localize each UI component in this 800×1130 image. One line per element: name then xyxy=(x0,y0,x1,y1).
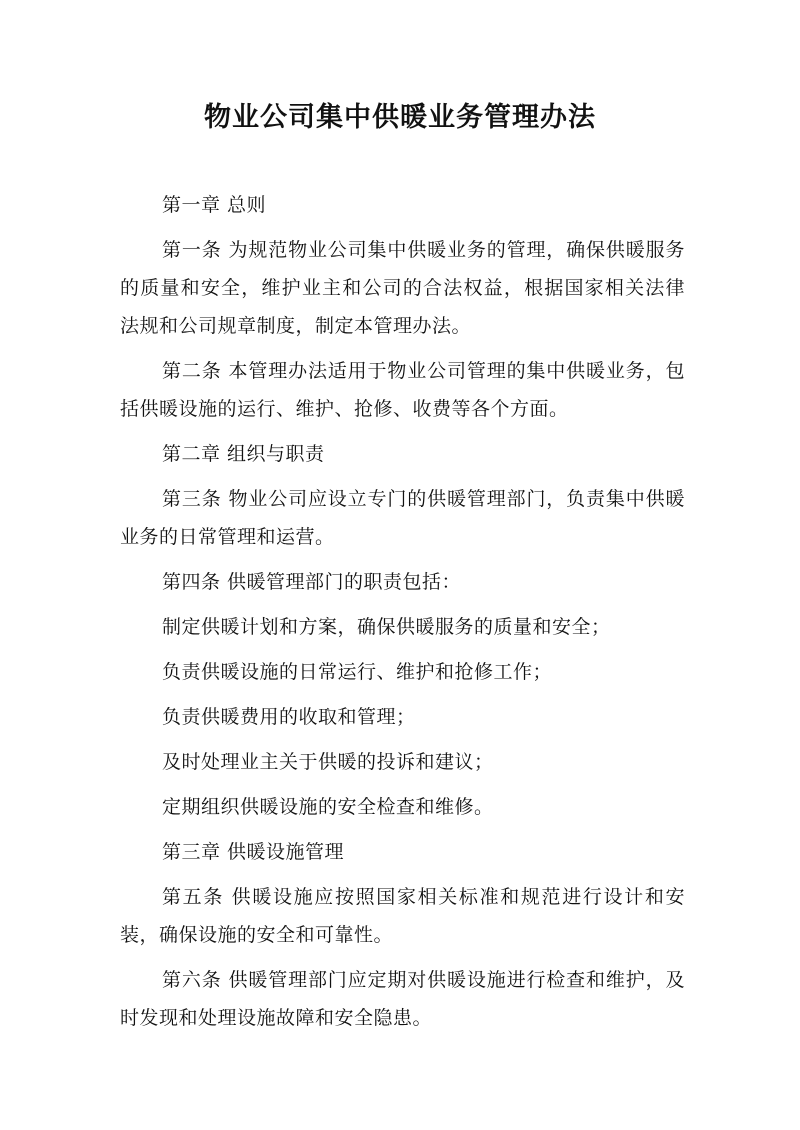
duty-list-item: 制定供暖计划和方案，确保供暖服务的质量和安全； xyxy=(162,616,611,638)
article-paragraph: 第二条 本管理办法适用于物业公司管理的集中供暖业务，包括供暖设施的运行、维护、抢修、收费等各个方面。 xyxy=(120,360,685,420)
chapter-heading: 第一章 总则 xyxy=(162,194,267,216)
duty-list-item: 负责供暖费用的收取和管理； xyxy=(162,706,416,728)
article-paragraph: 第六条 供暖管理部门应定期对供暖设施进行检查和维护，及时发现和处理设施故障和安全隐患。 xyxy=(120,969,685,1029)
chapter-heading: 第三章 供暖设施管理 xyxy=(162,841,345,863)
document-body xyxy=(120,186,685,1044)
duty-list-item: 及时处理业主关于供暖的投诉和建议； xyxy=(162,751,494,773)
article-paragraph: 第四条 供暖管理部门的职责包括： xyxy=(162,571,462,593)
article-paragraph: 第三条 物业公司应设立专门的供暖管理部门，负责集中供暖业务的日常管理和运营。 xyxy=(120,488,685,548)
document-title: 物业公司集中供暖业务管理办法 xyxy=(204,102,596,133)
duty-list-item: 定期组织供暖设施的安全检查和维修。 xyxy=(162,796,494,818)
chapter-heading: 第二章 组织与职责 xyxy=(162,443,325,465)
article-paragraph: 第一条 为规范物业公司集中供暖业务的管理，确保供暖服务的质量和安全，维护业主和公司的合法权益，根据国家相关法律法规和公司规章制度，制定本管理办法。 xyxy=(120,239,685,337)
article-paragraph: 第五条 供暖设施应按照国家相关标准和规范进行设计和安装，确保设施的安全和可靠性。 xyxy=(120,886,685,946)
duty-list-item: 负责供暖设施的日常运行、维护和抢修工作； xyxy=(162,661,553,683)
